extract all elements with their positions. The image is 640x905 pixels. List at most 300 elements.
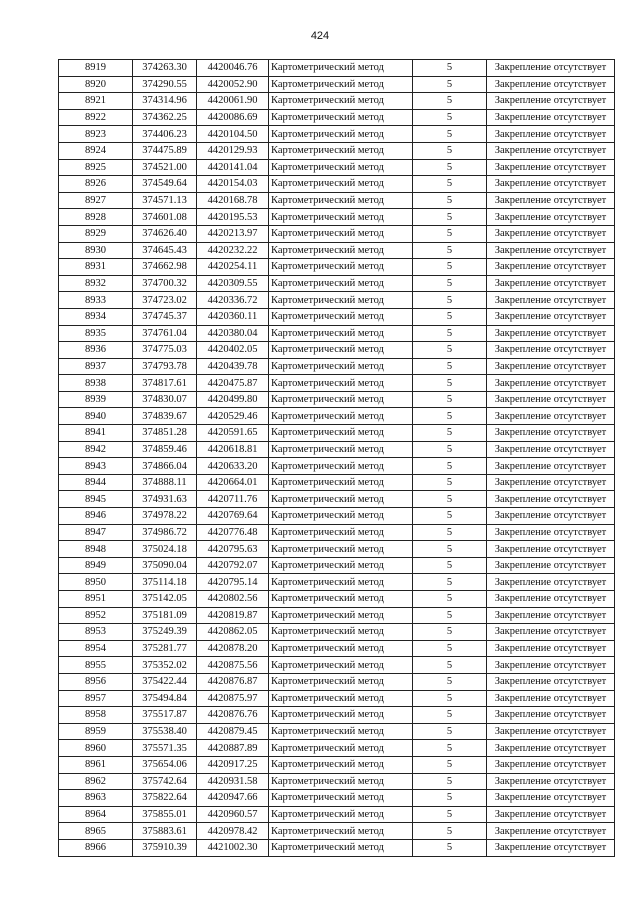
point-number-cell: 8964 <box>59 806 133 823</box>
method-cell: Картометрический метод <box>269 176 413 193</box>
y-coordinate-cell: 4420876.76 <box>197 707 269 724</box>
y-coordinate-cell: 4420309.55 <box>197 275 269 292</box>
y-coordinate-cell: 4420862.05 <box>197 624 269 641</box>
point-number-cell: 8958 <box>59 707 133 724</box>
fixation-cell: Закрепление отсутствует <box>487 557 615 574</box>
fixation-cell: Закрепление отсутствует <box>487 375 615 392</box>
table-row <box>59 607 615 624</box>
fixation-cell: Закрепление отсутствует <box>487 358 615 375</box>
x-coordinate-cell: 375024.18 <box>133 541 197 558</box>
error-cell: 5 <box>413 591 487 608</box>
fixation-cell: Закрепление отсутствует <box>487 441 615 458</box>
error-cell: 5 <box>413 159 487 176</box>
table-row <box>59 408 615 425</box>
error-cell: 5 <box>413 790 487 807</box>
table-row <box>59 491 615 508</box>
y-coordinate-cell: 4420439.78 <box>197 358 269 375</box>
x-coordinate-cell: 374475.89 <box>133 142 197 159</box>
point-number-cell: 8930 <box>59 242 133 259</box>
point-number-cell: 8927 <box>59 192 133 209</box>
table-row <box>59 242 615 259</box>
point-number-cell: 8947 <box>59 524 133 541</box>
fixation-cell: Закрепление отсутствует <box>487 76 615 93</box>
x-coordinate-cell: 374866.04 <box>133 458 197 475</box>
error-cell: 5 <box>413 756 487 773</box>
fixation-cell: Закрепление отсутствует <box>487 491 615 508</box>
x-coordinate-cell: 375538.40 <box>133 723 197 740</box>
point-number-cell: 8953 <box>59 624 133 641</box>
point-number-cell: 8942 <box>59 441 133 458</box>
fixation-cell: Закрепление отсутствует <box>487 93 615 110</box>
x-coordinate-cell: 375181.09 <box>133 607 197 624</box>
error-cell: 5 <box>413 225 487 242</box>
error-cell: 5 <box>413 541 487 558</box>
y-coordinate-cell: 4420960.57 <box>197 806 269 823</box>
y-coordinate-cell: 4420052.90 <box>197 76 269 93</box>
table-row <box>59 425 615 442</box>
y-coordinate-cell: 4420402.05 <box>197 342 269 359</box>
method-cell: Картометрический метод <box>269 441 413 458</box>
y-coordinate-cell: 4420769.64 <box>197 508 269 525</box>
error-cell: 5 <box>413 391 487 408</box>
table-row <box>59 574 615 591</box>
point-number-cell: 8940 <box>59 408 133 425</box>
table-row <box>59 839 615 856</box>
error-cell: 5 <box>413 242 487 259</box>
error-cell: 5 <box>413 408 487 425</box>
method-cell: Картометрический метод <box>269 192 413 209</box>
method-cell: Картометрический метод <box>269 541 413 558</box>
x-coordinate-cell: 375517.87 <box>133 707 197 724</box>
fixation-cell: Закрепление отсутствует <box>487 591 615 608</box>
y-coordinate-cell: 4420046.76 <box>197 60 269 77</box>
error-cell: 5 <box>413 690 487 707</box>
error-cell: 5 <box>413 358 487 375</box>
point-number-cell: 8960 <box>59 740 133 757</box>
point-number-cell: 8945 <box>59 491 133 508</box>
y-coordinate-cell: 4420141.04 <box>197 159 269 176</box>
page-number: 424 <box>310 30 330 42</box>
x-coordinate-cell: 374851.28 <box>133 425 197 442</box>
y-coordinate-cell: 4420917.25 <box>197 756 269 773</box>
error-cell: 5 <box>413 275 487 292</box>
table-row <box>59 508 615 525</box>
x-coordinate-cell: 375571.35 <box>133 740 197 757</box>
y-coordinate-cell: 4420875.97 <box>197 690 269 707</box>
method-cell: Картометрический метод <box>269 358 413 375</box>
x-coordinate-cell: 374521.00 <box>133 159 197 176</box>
table-row <box>59 823 615 840</box>
fixation-cell: Закрепление отсутствует <box>487 541 615 558</box>
point-number-cell: 8949 <box>59 557 133 574</box>
x-coordinate-cell: 374775.03 <box>133 342 197 359</box>
error-cell: 5 <box>413 441 487 458</box>
error-cell: 5 <box>413 508 487 525</box>
y-coordinate-cell: 4420213.97 <box>197 225 269 242</box>
method-cell: Картометрический метод <box>269 673 413 690</box>
table-row <box>59 292 615 309</box>
y-coordinate-cell: 4420154.03 <box>197 176 269 193</box>
fixation-cell: Закрепление отсутствует <box>487 159 615 176</box>
method-cell: Картометрический метод <box>269 325 413 342</box>
point-number-cell: 8951 <box>59 591 133 608</box>
fixation-cell: Закрепление отсутствует <box>487 657 615 674</box>
method-cell: Картометрический метод <box>269 425 413 442</box>
x-coordinate-cell: 374793.78 <box>133 358 197 375</box>
fixation-cell: Закрепление отсутствует <box>487 126 615 143</box>
fixation-cell: Закрепление отсутствует <box>487 225 615 242</box>
point-number-cell: 8928 <box>59 209 133 226</box>
x-coordinate-cell: 374931.63 <box>133 491 197 508</box>
method-cell: Картометрический метод <box>269 823 413 840</box>
table-row <box>59 474 615 491</box>
error-cell: 5 <box>413 308 487 325</box>
y-coordinate-cell: 4420618.81 <box>197 441 269 458</box>
point-number-cell: 8959 <box>59 723 133 740</box>
fixation-cell: Закрепление отсутствует <box>487 474 615 491</box>
x-coordinate-cell: 374601.08 <box>133 209 197 226</box>
table-body <box>59 60 615 857</box>
y-coordinate-cell: 4420499.80 <box>197 391 269 408</box>
x-coordinate-cell: 374290.55 <box>133 76 197 93</box>
error-cell: 5 <box>413 491 487 508</box>
method-cell: Картометрический метод <box>269 524 413 541</box>
point-number-cell: 8962 <box>59 773 133 790</box>
error-cell: 5 <box>413 740 487 757</box>
table-row <box>59 673 615 690</box>
method-cell: Картометрический метод <box>269 126 413 143</box>
y-coordinate-cell: 4420061.90 <box>197 93 269 110</box>
fixation-cell: Закрепление отсутствует <box>487 707 615 724</box>
x-coordinate-cell: 374406.23 <box>133 126 197 143</box>
method-cell: Картометрический метод <box>269 142 413 159</box>
fixation-cell: Закрепление отсутствует <box>487 342 615 359</box>
x-coordinate-cell: 375281.77 <box>133 640 197 657</box>
point-number-cell: 8941 <box>59 425 133 442</box>
point-number-cell: 8924 <box>59 142 133 159</box>
x-coordinate-cell: 374830.07 <box>133 391 197 408</box>
x-coordinate-cell: 375910.39 <box>133 839 197 856</box>
table-row <box>59 109 615 126</box>
point-number-cell: 8952 <box>59 607 133 624</box>
y-coordinate-cell: 4420875.56 <box>197 657 269 674</box>
method-cell: Картометрический метод <box>269 806 413 823</box>
y-coordinate-cell: 4420876.87 <box>197 673 269 690</box>
y-coordinate-cell: 4420879.45 <box>197 723 269 740</box>
x-coordinate-cell: 375742.64 <box>133 773 197 790</box>
error-cell: 5 <box>413 325 487 342</box>
table-row <box>59 441 615 458</box>
error-cell: 5 <box>413 773 487 790</box>
error-cell: 5 <box>413 60 487 77</box>
point-number-cell: 8921 <box>59 93 133 110</box>
point-number-cell: 8946 <box>59 508 133 525</box>
method-cell: Картометрический метод <box>269 740 413 757</box>
table-row <box>59 657 615 674</box>
y-coordinate-cell: 4420336.72 <box>197 292 269 309</box>
method-cell: Картометрический метод <box>269 391 413 408</box>
fixation-cell: Закрепление отсутствует <box>487 607 615 624</box>
table-row <box>59 756 615 773</box>
table-row <box>59 342 615 359</box>
method-cell: Картометрический метод <box>269 574 413 591</box>
error-cell: 5 <box>413 557 487 574</box>
y-coordinate-cell: 4420664.01 <box>197 474 269 491</box>
error-cell: 5 <box>413 192 487 209</box>
method-cell: Картометрический метод <box>269 76 413 93</box>
fixation-cell: Закрепление отсутствует <box>487 723 615 740</box>
point-number-cell: 8937 <box>59 358 133 375</box>
method-cell: Картометрический метод <box>269 591 413 608</box>
y-coordinate-cell: 4420232.22 <box>197 242 269 259</box>
y-coordinate-cell: 4420795.63 <box>197 541 269 558</box>
y-coordinate-cell: 4420195.53 <box>197 209 269 226</box>
point-number-cell: 8932 <box>59 275 133 292</box>
fixation-cell: Закрепление отсутствует <box>487 690 615 707</box>
table-row <box>59 773 615 790</box>
x-coordinate-cell: 375090.04 <box>133 557 197 574</box>
y-coordinate-cell: 4420878.20 <box>197 640 269 657</box>
table-row <box>59 624 615 641</box>
x-coordinate-cell: 374817.61 <box>133 375 197 392</box>
table-row <box>59 806 615 823</box>
error-cell: 5 <box>413 524 487 541</box>
point-number-cell: 8926 <box>59 176 133 193</box>
x-coordinate-cell: 374700.32 <box>133 275 197 292</box>
method-cell: Картометрический метод <box>269 508 413 525</box>
table-row <box>59 690 615 707</box>
x-coordinate-cell: 375822.64 <box>133 790 197 807</box>
y-coordinate-cell: 4420819.87 <box>197 607 269 624</box>
method-cell: Картометрический метод <box>269 657 413 674</box>
table-row <box>59 723 615 740</box>
method-cell: Картометрический метод <box>269 756 413 773</box>
table-row <box>59 126 615 143</box>
x-coordinate-cell: 374662.98 <box>133 259 197 276</box>
method-cell: Картометрический метод <box>269 707 413 724</box>
x-coordinate-cell: 375494.84 <box>133 690 197 707</box>
fixation-cell: Закрепление отсутствует <box>487 624 615 641</box>
error-cell: 5 <box>413 723 487 740</box>
x-coordinate-cell: 374626.40 <box>133 225 197 242</box>
error-cell: 5 <box>413 292 487 309</box>
table-row <box>59 358 615 375</box>
y-coordinate-cell: 4420795.14 <box>197 574 269 591</box>
x-coordinate-cell: 374978.22 <box>133 508 197 525</box>
fixation-cell: Закрепление отсутствует <box>487 640 615 657</box>
error-cell: 5 <box>413 109 487 126</box>
y-coordinate-cell: 4420168.78 <box>197 192 269 209</box>
method-cell: Картометрический метод <box>269 242 413 259</box>
point-number-cell: 8922 <box>59 109 133 126</box>
point-number-cell: 8923 <box>59 126 133 143</box>
table-row <box>59 524 615 541</box>
method-cell: Картометрический метод <box>269 209 413 226</box>
y-coordinate-cell: 4420529.46 <box>197 408 269 425</box>
point-number-cell: 8943 <box>59 458 133 475</box>
fixation-cell: Закрепление отсутствует <box>487 325 615 342</box>
method-cell: Картометрический метод <box>269 225 413 242</box>
y-coordinate-cell: 4420591.65 <box>197 425 269 442</box>
table-row <box>59 541 615 558</box>
fixation-cell: Закрепление отсутствует <box>487 740 615 757</box>
y-coordinate-cell: 4420104.50 <box>197 126 269 143</box>
table-row <box>59 93 615 110</box>
point-number-cell: 8948 <box>59 541 133 558</box>
table-row <box>59 159 615 176</box>
y-coordinate-cell: 4420380.04 <box>197 325 269 342</box>
y-coordinate-cell: 4420978.42 <box>197 823 269 840</box>
table-row <box>59 707 615 724</box>
point-number-cell: 8934 <box>59 308 133 325</box>
method-cell: Картометрический метод <box>269 259 413 276</box>
table-row <box>59 591 615 608</box>
y-coordinate-cell: 4420129.93 <box>197 142 269 159</box>
error-cell: 5 <box>413 259 487 276</box>
y-coordinate-cell: 4420086.69 <box>197 109 269 126</box>
y-coordinate-cell: 4420254.11 <box>197 259 269 276</box>
point-number-cell: 8961 <box>59 756 133 773</box>
point-number-cell: 8935 <box>59 325 133 342</box>
table-row <box>59 375 615 392</box>
method-cell: Картометрический метод <box>269 159 413 176</box>
error-cell: 5 <box>413 458 487 475</box>
method-cell: Картометрический метод <box>269 723 413 740</box>
fixation-cell: Закрепление отсутствует <box>487 408 615 425</box>
method-cell: Картометрический метод <box>269 458 413 475</box>
error-cell: 5 <box>413 839 487 856</box>
fixation-cell: Закрепление отсутствует <box>487 242 615 259</box>
y-coordinate-cell: 4420931.58 <box>197 773 269 790</box>
point-number-cell: 8920 <box>59 76 133 93</box>
x-coordinate-cell: 375114.18 <box>133 574 197 591</box>
x-coordinate-cell: 375352.02 <box>133 657 197 674</box>
table-row <box>59 391 615 408</box>
method-cell: Картометрический метод <box>269 640 413 657</box>
x-coordinate-cell: 375249.39 <box>133 624 197 641</box>
table-row <box>59 76 615 93</box>
x-coordinate-cell: 374549.64 <box>133 176 197 193</box>
method-cell: Картометрический метод <box>269 491 413 508</box>
method-cell: Картометрический метод <box>269 474 413 491</box>
table-row <box>59 176 615 193</box>
method-cell: Картометрический метод <box>269 607 413 624</box>
table-row <box>59 142 615 159</box>
fixation-cell: Закрепление отсутствует <box>487 308 615 325</box>
error-cell: 5 <box>413 640 487 657</box>
error-cell: 5 <box>413 657 487 674</box>
table-row <box>59 308 615 325</box>
fixation-cell: Закрепление отсутствует <box>487 574 615 591</box>
point-number-cell: 8955 <box>59 657 133 674</box>
fixation-cell: Закрепление отсутствует <box>487 142 615 159</box>
method-cell: Картометрический метод <box>269 342 413 359</box>
error-cell: 5 <box>413 607 487 624</box>
fixation-cell: Закрепление отсутствует <box>487 60 615 77</box>
error-cell: 5 <box>413 76 487 93</box>
point-number-cell: 8966 <box>59 839 133 856</box>
y-coordinate-cell: 4420711.76 <box>197 491 269 508</box>
method-cell: Картометрический метод <box>269 292 413 309</box>
method-cell: Картометрический метод <box>269 275 413 292</box>
point-number-cell: 8939 <box>59 391 133 408</box>
fixation-cell: Закрепление отсутствует <box>487 524 615 541</box>
table-row <box>59 225 615 242</box>
method-cell: Картометрический метод <box>269 93 413 110</box>
error-cell: 5 <box>413 673 487 690</box>
method-cell: Картометрический метод <box>269 109 413 126</box>
fixation-cell: Закрепление отсутствует <box>487 839 615 856</box>
x-coordinate-cell: 374723.02 <box>133 292 197 309</box>
point-number-cell: 8929 <box>59 225 133 242</box>
method-cell: Картометрический метод <box>269 375 413 392</box>
y-coordinate-cell: 4420360.11 <box>197 308 269 325</box>
x-coordinate-cell: 374263.30 <box>133 60 197 77</box>
x-coordinate-cell: 374745.37 <box>133 308 197 325</box>
error-cell: 5 <box>413 209 487 226</box>
coordinates-table <box>58 59 615 857</box>
fixation-cell: Закрепление отсутствует <box>487 756 615 773</box>
error-cell: 5 <box>413 425 487 442</box>
fixation-cell: Закрепление отсутствует <box>487 292 615 309</box>
fixation-cell: Закрепление отсутствует <box>487 773 615 790</box>
point-number-cell: 8925 <box>59 159 133 176</box>
x-coordinate-cell: 374761.04 <box>133 325 197 342</box>
point-number-cell: 8931 <box>59 259 133 276</box>
fixation-cell: Закрепление отсутствует <box>487 192 615 209</box>
fixation-cell: Закрепление отсутствует <box>487 176 615 193</box>
table-row <box>59 325 615 342</box>
x-coordinate-cell: 375654.06 <box>133 756 197 773</box>
fixation-cell: Закрепление отсутствует <box>487 275 615 292</box>
table-row <box>59 557 615 574</box>
fixation-cell: Закрепление отсутствует <box>487 806 615 823</box>
point-number-cell: 8954 <box>59 640 133 657</box>
error-cell: 5 <box>413 574 487 591</box>
error-cell: 5 <box>413 142 487 159</box>
point-number-cell: 8938 <box>59 375 133 392</box>
method-cell: Картометрический метод <box>269 773 413 790</box>
x-coordinate-cell: 375883.61 <box>133 823 197 840</box>
fixation-cell: Закрепление отсутствует <box>487 458 615 475</box>
table-row <box>59 275 615 292</box>
method-cell: Картометрический метод <box>269 790 413 807</box>
point-number-cell: 8965 <box>59 823 133 840</box>
point-number-cell: 8963 <box>59 790 133 807</box>
method-cell: Картометрический метод <box>269 624 413 641</box>
method-cell: Картометрический метод <box>269 408 413 425</box>
error-cell: 5 <box>413 126 487 143</box>
x-coordinate-cell: 374362.25 <box>133 109 197 126</box>
error-cell: 5 <box>413 624 487 641</box>
y-coordinate-cell: 4421002.30 <box>197 839 269 856</box>
method-cell: Картометрический метод <box>269 690 413 707</box>
fixation-cell: Закрепление отсутствует <box>487 209 615 226</box>
table-row <box>59 740 615 757</box>
fixation-cell: Закрепление отсутствует <box>487 508 615 525</box>
y-coordinate-cell: 4420887.89 <box>197 740 269 757</box>
y-coordinate-cell: 4420475.87 <box>197 375 269 392</box>
error-cell: 5 <box>413 474 487 491</box>
error-cell: 5 <box>413 823 487 840</box>
error-cell: 5 <box>413 707 487 724</box>
x-coordinate-cell: 374839.67 <box>133 408 197 425</box>
error-cell: 5 <box>413 806 487 823</box>
error-cell: 5 <box>413 375 487 392</box>
point-number-cell: 8956 <box>59 673 133 690</box>
table-row <box>59 790 615 807</box>
x-coordinate-cell: 374888.11 <box>133 474 197 491</box>
